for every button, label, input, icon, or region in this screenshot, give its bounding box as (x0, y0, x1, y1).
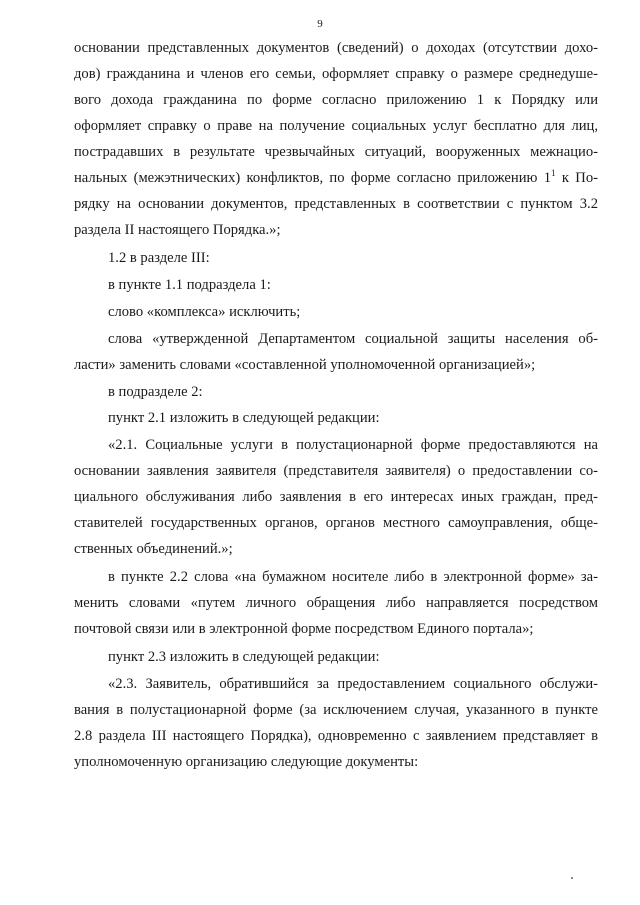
text-line: основании представленных документов (сведений) о доходах (отсутствии дохо- (74, 40, 598, 56)
text-line-before: нальных (межэтнических) конфликтов, по форме согласно приложению 1 (74, 170, 552, 186)
text-line: пострадавших в результате чрезвычайных ситуаций, вооруженных межнацио- (74, 144, 598, 160)
text-line: пункт 2.1 изложить в следующей редакции: (108, 410, 380, 426)
text-line: в подразделе 2: (108, 384, 203, 400)
text-line: циального обслуживания либо заявления в его интересах иных граждан, пред- (74, 489, 598, 505)
page-number: 9 (317, 18, 323, 30)
text-line: в пункте 2.2 слова «на бумажном носителе либо в электронной форме» за- (108, 569, 598, 585)
text-line: слово «комплекса» исключить; (108, 304, 301, 320)
text-line: уполномоченную организацию следующие документы: (74, 754, 419, 770)
text-line: почтовой связи или в электронной форме посредством Единого портала»; (74, 621, 534, 637)
text-line: ственных объединений.»; (74, 541, 233, 557)
text-line: в пункте 1.1 подраздела 1: (108, 277, 271, 293)
text-line: ласти» заменить словами «составленной уполномоченной организацией»; (74, 357, 536, 373)
text-line: рядку на основании документов, представленных в соответствии с пунктом 3.2 (74, 196, 598, 212)
superscript: 1 (551, 168, 556, 178)
text-line: ставителей государственных органов, органов местного самоуправления, обще- (74, 515, 598, 531)
scan-speck (571, 877, 573, 879)
text-line: основании заявления заявителя (представителя заявителя) о предоставлении со- (74, 463, 598, 479)
text-line: раздела II настоящего Порядка.»; (74, 222, 281, 238)
text-line: вания в полустационарной форме (за исключением случая, указанного в пункте (74, 702, 598, 718)
text-line (74, 169, 598, 187)
text-line: «2.1. Социальные услуги в полустационарной форме предоставляются на (108, 437, 598, 453)
text-line: слова «утвержденной Департаментом социальной защиты населения об- (108, 331, 598, 347)
text-line: 1.2 в разделе III: (108, 250, 210, 266)
text-line: 2.8 раздела III настоящего Порядка), одновременно с заявлением представляет в (74, 728, 598, 744)
text-line: пункт 2.3 изложить в следующей редакции: (108, 649, 380, 665)
text-line: «2.3. Заявитель, обратившийся за предоставлением социального обслужи- (108, 676, 598, 692)
text-line: вого дохода гражданина по форме согласно приложению 1 к Порядку или (74, 92, 598, 108)
text-line: менить словами «путем личного обращения либо направляется посредством (74, 595, 598, 611)
text-line-after: к По- (555, 170, 598, 186)
text-line: оформляет справку о праве на получение социальных услуг бесплатно для лиц, (74, 118, 598, 134)
text-line: дов) гражданина и членов его семьи, оформляет справку о размере среднедуше- (74, 66, 598, 82)
